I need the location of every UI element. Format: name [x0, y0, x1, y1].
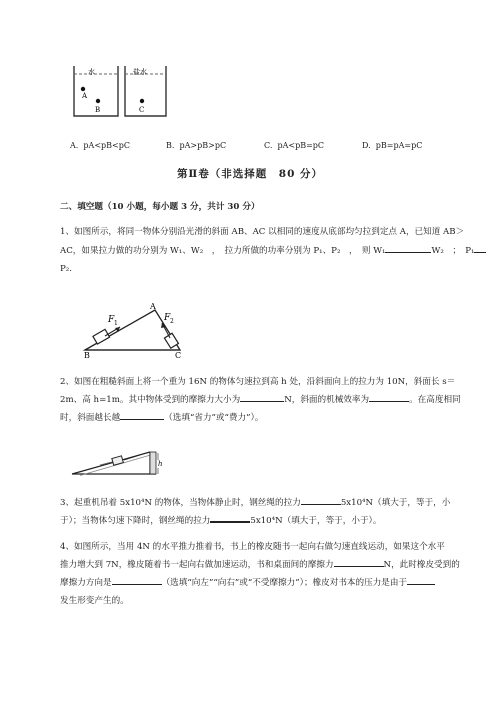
option-c-letter: C.: [264, 141, 273, 150]
q2-line2c: 。在高度相同: [409, 395, 461, 405]
q2-line2: [60, 390, 461, 410]
option-d[interactable]: [362, 136, 422, 156]
incline-triangle-figure: [80, 300, 195, 360]
force-f2-sub: 2: [170, 318, 174, 325]
option-a-letter: A.: [70, 141, 79, 150]
q3-line2a: 于）；当物体匀速下降时，钢丝绳的拉力: [60, 516, 211, 526]
q3-line1: [60, 493, 450, 513]
q2-blank-force[interactable]: [120, 409, 164, 420]
q4-line4: 发生形变产生的。: [60, 596, 129, 606]
q2-line2b: N，斜面的机械效率为: [284, 395, 370, 405]
q4-line3a: 摩擦力方向是: [60, 578, 112, 588]
q2-line2a: 2m、高 h=1m。其中物体受到的摩擦力大小为: [60, 395, 241, 405]
q2-blank-friction[interactable]: [240, 391, 284, 402]
q1-line1: 1、如图所示，将同一物体分别沿光滑的斜面 AB、AC 以相同的速度从底部均匀拉到定点 A，已知道 AB＞: [60, 227, 465, 237]
q1-line2b: W₂ ； P₁: [431, 246, 475, 256]
option-c-text: pA<pB=pC: [277, 141, 325, 150]
option-d-text: pB=pA=pC: [375, 141, 423, 150]
point-a-label: A: [82, 92, 88, 100]
containers-figure: [70, 64, 170, 122]
q3-line2: [60, 511, 381, 531]
inclined-plane-figure: [70, 444, 168, 480]
q2-line1: 2、如图在粗糙斜面上将一个重为 16N 的物体匀速拉到高 h 处，沿斜面向上的拉力为 10N，斜面长 s＝: [60, 377, 456, 387]
brine-label: 盐水: [133, 68, 147, 76]
q2-line3b: （选填“省力”或“费力”）。: [164, 413, 264, 423]
vertex-a-label: A: [150, 302, 156, 311]
force-f1-sub: 1: [114, 320, 118, 327]
option-c[interactable]: [264, 136, 324, 156]
part-title: 第Ⅱ卷（非选择题 80 分）: [176, 168, 324, 180]
q3-blank-descend[interactable]: [210, 511, 250, 523]
option-a-text: pA<pB<pC: [83, 141, 130, 150]
option-a[interactable]: [70, 136, 130, 156]
point-c-label: C: [139, 106, 145, 114]
q3-line1a: 3、起重机吊着 5x10⁴N 的物体，当物体静止时，钢丝绳的拉力: [60, 498, 301, 508]
force-f2-label: F: [164, 313, 171, 323]
q1-line3: P₂.: [60, 264, 72, 274]
q4-blank-friction[interactable]: [334, 556, 384, 567]
option-b-letter: B.: [166, 141, 175, 150]
option-b[interactable]: [166, 136, 226, 156]
q4-line2: [60, 555, 460, 575]
force-f1-label: F: [108, 315, 115, 325]
q3-line2b: 5x10⁴N（填大于，等于，小于）。: [250, 516, 382, 526]
q1-line2: [60, 241, 486, 261]
q4-line2a: 推力增大到 7N，橡皮随着书一起向右做加速运动，书和桌面间的摩擦力: [60, 560, 334, 570]
q2-line3a: 时，斜面越长越: [60, 413, 121, 423]
water-label: 水: [88, 68, 95, 76]
q3-line1b: 5x10⁴N（填大于，等于，小: [340, 498, 451, 508]
q4-line3b: （选填“向左”“向右”或“不受摩擦力”）；橡皮对书本的压力是由于: [161, 578, 408, 588]
q1-line2a: AC，如果拉力做的功分别为 W₁、W₂ ， 拉力所做的功率分别为 P₁、P₂ ， 则 W₁: [60, 246, 386, 256]
q4-line2b: N，此时橡皮受到的: [383, 560, 460, 570]
q1-blank-p[interactable]: [474, 242, 486, 253]
q4-blank-direction[interactable]: [112, 574, 162, 585]
option-d-letter: D.: [362, 141, 371, 150]
q4-line3: [60, 573, 435, 593]
option-b-text: pA>pB>pC: [179, 141, 227, 150]
q1-blank-w[interactable]: [385, 242, 431, 253]
vertex-c-label: C: [175, 351, 182, 360]
q4-line1: 4、如图所示，当用 4N 的水平推力推着书，书上的橡皮随书一起向右做匀速直线运动，如果这个水平: [60, 542, 445, 552]
vertex-b-label: B: [84, 351, 90, 360]
point-b-label: B: [95, 106, 101, 114]
q2-line3: [60, 408, 263, 428]
q4-blank-deform[interactable]: [407, 574, 435, 585]
height-h-label: h: [158, 460, 163, 468]
q3-blank-static[interactable]: [301, 494, 341, 505]
q2-blank-efficiency[interactable]: [369, 391, 409, 402]
section-heading: 二、填空题（10 小题，每小题 3 分，共计 30 分）: [60, 202, 260, 212]
